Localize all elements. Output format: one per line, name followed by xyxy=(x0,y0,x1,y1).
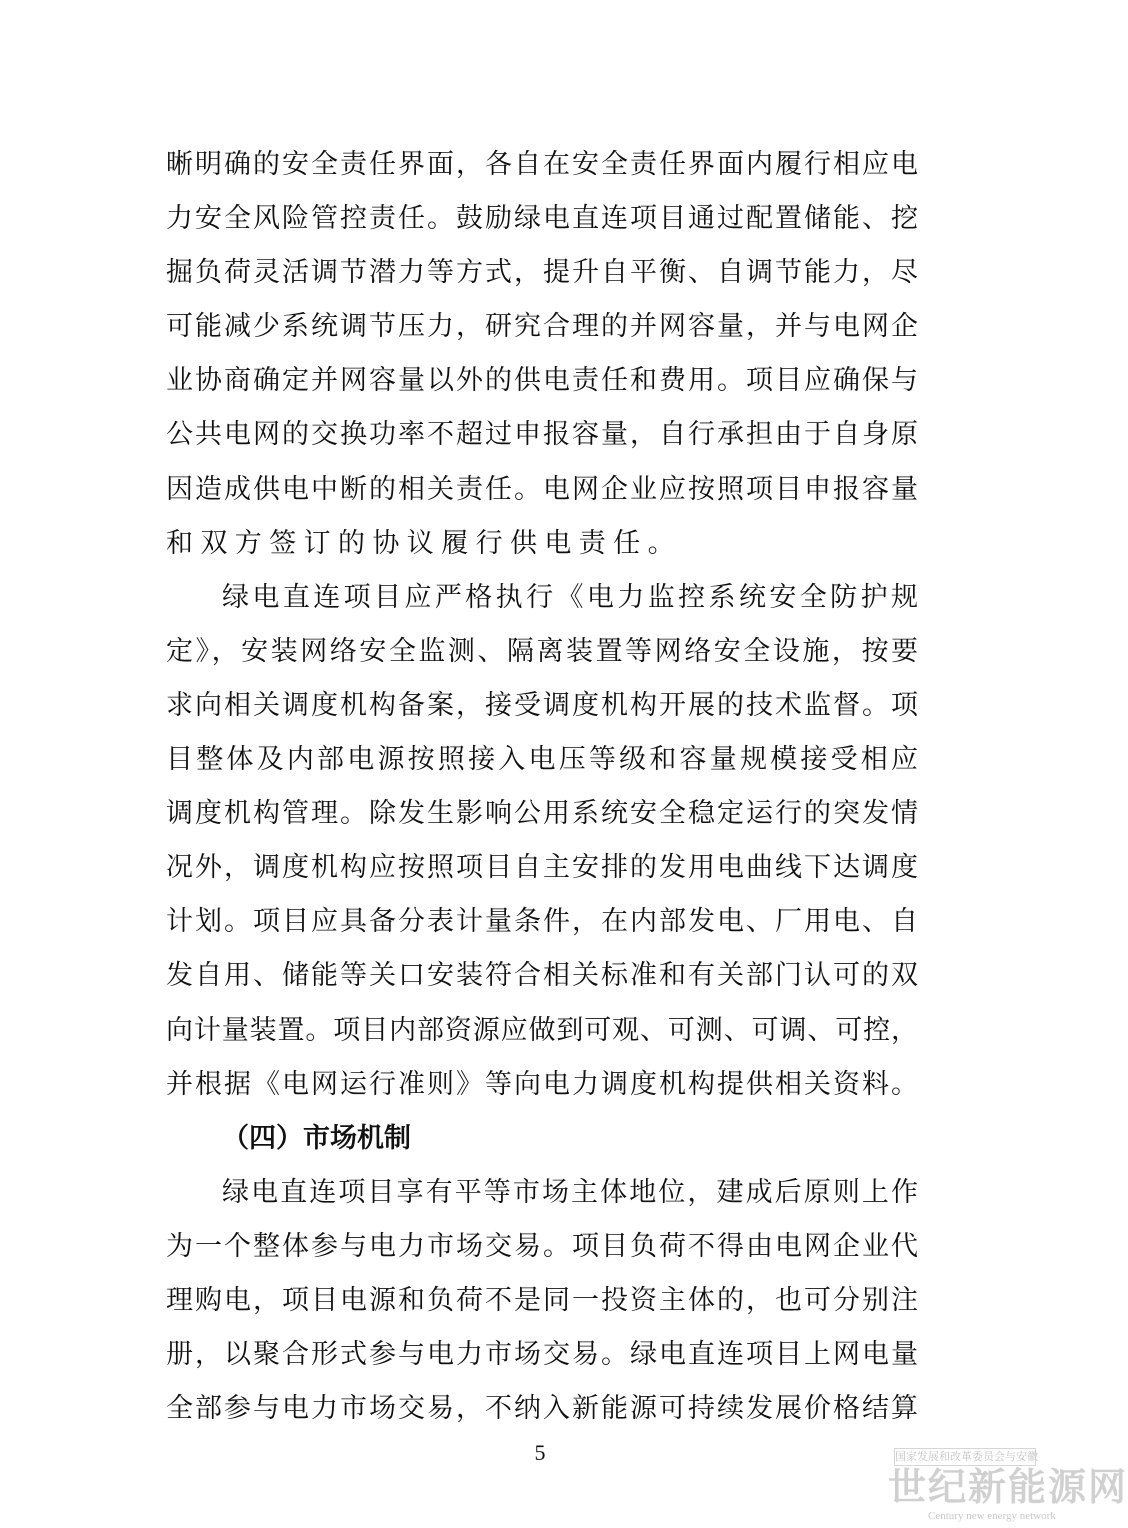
text-line: 绿电直连项目享有平等市场主体地位，建成后原则上作 xyxy=(222,1176,918,1208)
paragraph-3 xyxy=(166,1166,918,1436)
text-line: 为一个整体参与电力市场交易。项目负荷不得由电网企业代 xyxy=(166,1230,918,1262)
text-line: 业协商确定并网容量以外的供电责任和费用。项目应确保与 xyxy=(166,365,918,397)
watermark-logo-text: 世纪新能源网 xyxy=(888,1465,1128,1509)
text-line: 调度机构管理。除发生影响公用系统安全稳定运行的突发情 xyxy=(166,798,918,830)
document-body xyxy=(166,138,918,1436)
watermark-english-text: Century new energy network xyxy=(928,1510,1056,1522)
text-line: 公共电网的交换功率不超过申报容量，自行承担由于自身原 xyxy=(166,419,918,451)
section-heading: （四）市场机制 xyxy=(222,1122,411,1154)
text-line: 晰明确的安全责任界面，各自在安全责任界面内履行相应电 xyxy=(166,149,918,180)
text-line: 掘负荷灵活调节潜力等方式，提升自平衡、自调节能力，尽 xyxy=(166,257,918,289)
paragraph-2 xyxy=(166,571,918,1112)
text-line: 目整体及内部电源按照接入电压等级和容量规模接受相应 xyxy=(166,744,918,776)
text-line: 绿电直连项目应严格执行《电力监控系统安全防护规 xyxy=(222,581,918,613)
text-line: 理购电，项目电源和负荷不是同一投资主体的，也可分别注 xyxy=(166,1284,918,1316)
text-line: 和双方签订的协议履行供电责任。 xyxy=(166,527,682,559)
paragraph-1 xyxy=(166,138,918,571)
text-line: 可能减少系统调节压力，研究合理的并网容量，并与电网企 xyxy=(166,311,918,343)
text-line: 因造成供电中断的相关责任。电网企业应按照项目申报容量 xyxy=(166,473,918,505)
watermark-logo xyxy=(888,1448,1128,1526)
text-line: 计划。项目应具备分表计量条件，在内部发电、厂用电、自 xyxy=(166,906,918,938)
watermark-caption: 国家发展和改革委员会与安徽 xyxy=(894,1448,1036,1466)
text-line: 向计量装置。项目内部资源应做到可观、可测、可调、可控， xyxy=(166,1014,918,1046)
text-line: 力安全风险管控责任。鼓励绿电直连项目通过配置储能、挖 xyxy=(166,203,918,235)
text-line: 况外，调度机构应按照项目自主安排的发用电曲线下达调度 xyxy=(166,852,918,884)
page-number: 5 xyxy=(534,1440,546,1465)
text-line: 求向相关调度机构备案，接受调度机构开展的技术监督。项 xyxy=(166,689,918,721)
text-line: 册，以聚合形式参与电力市场交易。绿电直连项目上网电量 xyxy=(166,1339,918,1371)
text-line: 发自用、储能等关口安装符合相关标准和有关部门认可的双 xyxy=(166,960,918,992)
text-line: 并根据《电网运行准则》等向电力调度机构提供相关资料。 xyxy=(166,1068,918,1100)
text-line: 全部参与电力市场交易，不纳入新能源可持续发展价格结算 xyxy=(166,1393,918,1425)
text-line: 定》，安装网络安全监测、隔离装置等网络安全设施，按要 xyxy=(166,635,918,667)
